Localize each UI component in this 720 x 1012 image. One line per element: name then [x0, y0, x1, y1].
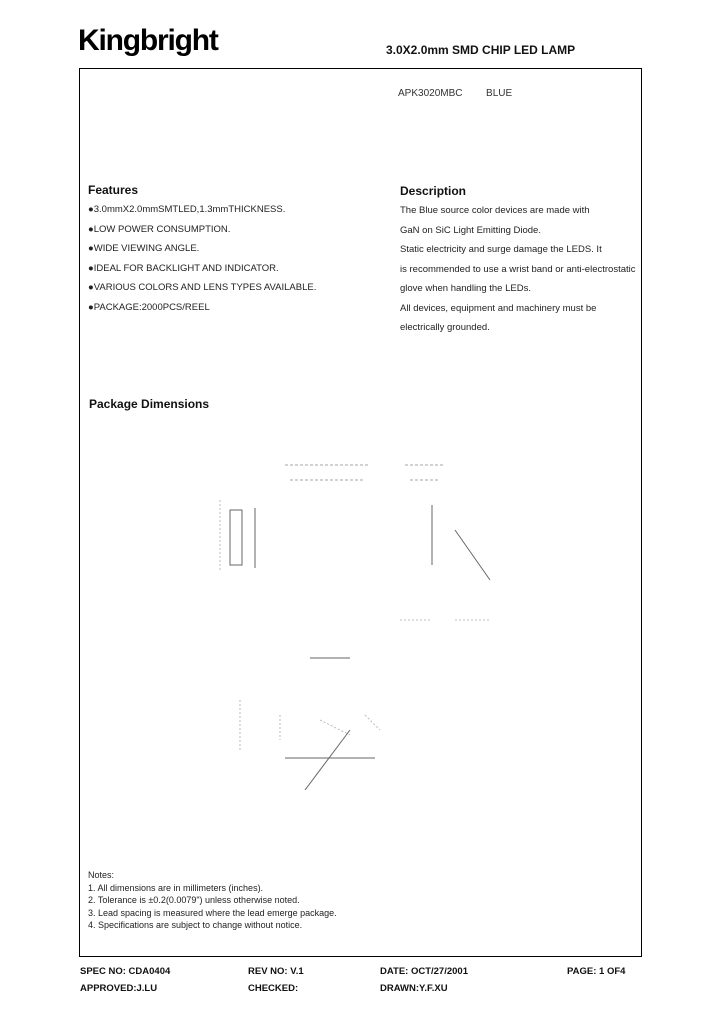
description-line: GaN on SiC Light Emitting Diode. [400, 224, 541, 236]
feature-item: ●VARIOUS COLORS AND LENS TYPES AVAILABLE. [88, 282, 317, 293]
date: DATE: OCT/27/2001 [380, 966, 468, 977]
notes-section [88, 870, 337, 933]
description-heading: Description [400, 184, 467, 198]
note-item: 2. Tolerance is ±0.2(0.0079") unless otherwise noted. [88, 895, 300, 905]
approved-by: APPROVED:J.LU [80, 983, 158, 994]
checked-by: CHECKED: [248, 983, 299, 994]
part-number-line [398, 88, 512, 99]
description-text [400, 205, 636, 342]
part-color: BLUE [486, 88, 513, 99]
features-heading: Features [88, 183, 139, 197]
feature-item: ●3.0mmX2.0mmSMTLED,1.3mmTHICKNESS. [88, 204, 286, 215]
feature-item: ●PACKAGE:2000PCS/REEL [88, 301, 210, 313]
features-list [88, 204, 316, 321]
revision-number: REV NO: V.1 [248, 966, 304, 977]
notes-heading: Notes: [88, 870, 115, 880]
description-line: All devices, equipment and machinery must be [400, 302, 597, 314]
part-number: APK3020MBC [398, 88, 463, 99]
note-item: 3. Lead spacing is measured where the lead emerge package. [88, 907, 337, 918]
feature-item: ●WIDE VIEWING ANGLE. [88, 243, 200, 254]
description-line: glove when handling the LEDs. [400, 283, 531, 294]
spec-number: SPEC NO: CDA0404 [80, 966, 171, 977]
drawn-by: DRAWN:Y.F.XU [380, 983, 448, 994]
package-dimensions-drawing [200, 440, 500, 790]
kingbright-logo: Kingbright [78, 24, 218, 57]
document-title: 3.0X2.0mm SMD CHIP LED LAMP [386, 43, 576, 57]
description-line: Static electricity and surge damage the LEDS. It [400, 244, 602, 255]
feature-item: ●LOW POWER CONSUMPTION. [88, 223, 231, 235]
package-dimensions-heading: Package Dimensions [89, 397, 210, 411]
feature-item: ●IDEAL FOR BACKLIGHT AND INDICATOR. [88, 262, 279, 274]
description-line: The Blue source color devices are made with [400, 205, 590, 216]
description-line: is recommended to use a wrist band or anti-electrostatic [400, 263, 636, 275]
note-item: 1. All dimensions are in millimeters (inches). [88, 882, 264, 893]
page-number: PAGE: 1 OF4 [567, 966, 626, 977]
note-item: 4. Specifications are subject to change without notice. [88, 920, 303, 930]
description-line: electrically grounded. [400, 322, 490, 333]
